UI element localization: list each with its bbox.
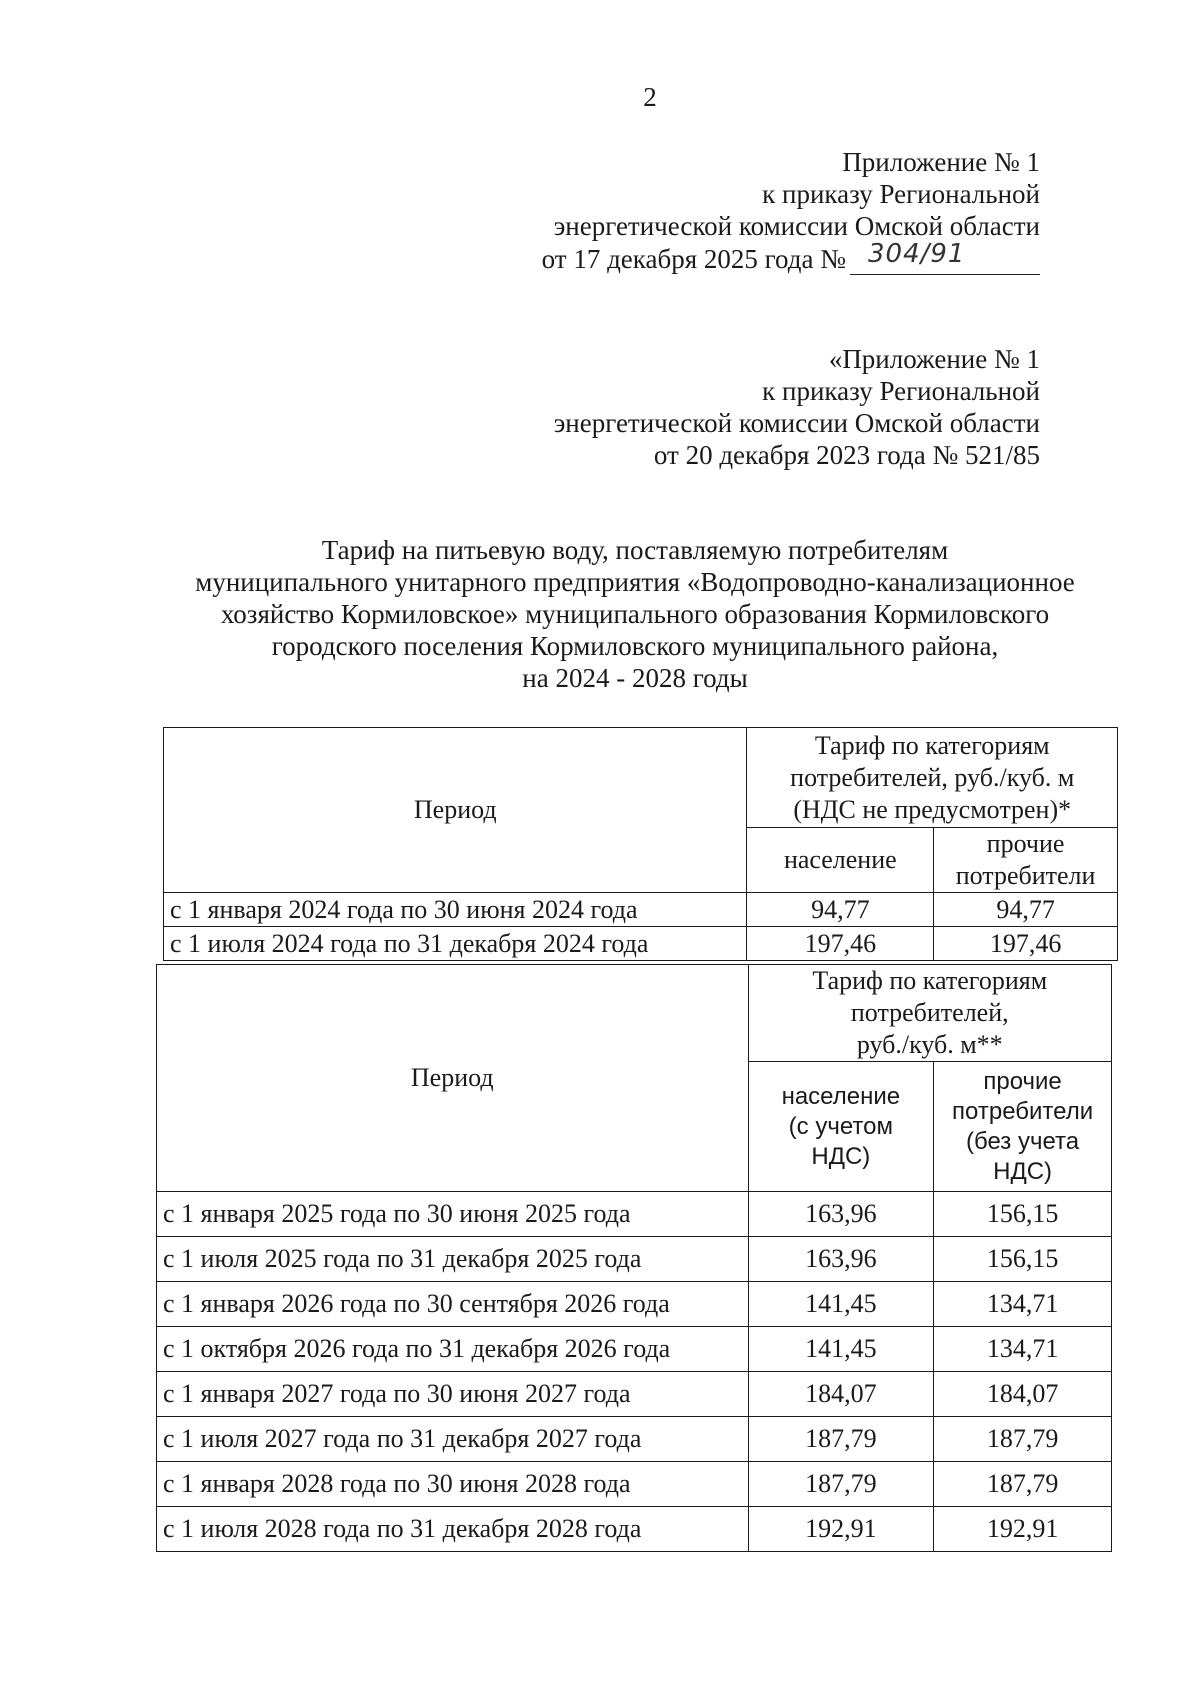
population-column-header: население — [747, 828, 934, 893]
other-consumers-column-header — [934, 828, 1118, 893]
population-header-line: население — [781, 1082, 901, 1110]
period-cell: с 1 января 2024 года по 30 июня 2024 года — [164, 893, 747, 927]
tariff-group-header-line: руб./куб. м** — [856, 1030, 1003, 1059]
tariff-table-2024 — [163, 727, 1118, 961]
period-cell: с 1 июля 2027 года по 31 декабря 2027 года — [157, 1417, 749, 1462]
other-tariff-cell: 187,79 — [934, 1462, 1112, 1507]
other-consumers-header-line: прочие — [986, 829, 1065, 858]
title-line5: на 2024 - 2028 годы — [522, 663, 748, 693]
other-consumers-header-line: НДС) — [993, 1157, 1053, 1185]
tariff-group-header-line: (НДС не предусмотрен)* — [793, 794, 1072, 824]
table-row — [157, 1462, 1112, 1507]
appendix-original-line4: от 20 декабря 2023 года № 521/85 — [653, 440, 1040, 470]
period-cell: с 1 января 2028 года по 30 июня 2028 года — [157, 1462, 749, 1507]
population-tariff-cell: 197,46 — [747, 927, 934, 961]
other-tariff-cell: 187,79 — [934, 1417, 1112, 1462]
other-tariff-cell: 94,77 — [934, 893, 1118, 927]
table-row — [157, 1237, 1112, 1282]
other-tariff-cell: 156,15 — [934, 1192, 1112, 1237]
table-row — [164, 927, 1118, 961]
other-tariff-cell: 156,15 — [934, 1237, 1112, 1282]
appendix-original-line2: к приказу Региональной — [762, 376, 1040, 406]
other-consumers-header-line: (без учета — [966, 1127, 1080, 1155]
table-header-row — [157, 965, 1112, 1062]
population-tariff-cell: 192,91 — [748, 1507, 934, 1552]
population-tariff-cell: 163,96 — [748, 1237, 934, 1282]
tariff-group-header-line: потребителей, руб./куб. м — [790, 762, 1075, 792]
table-header-row — [164, 728, 1118, 828]
appendix-original-line1: «Приложение № 1 — [828, 344, 1040, 374]
appendix-original-line3: энергетической комиссии Омской области — [553, 408, 1040, 438]
population-column-header — [748, 1062, 934, 1192]
table-row — [157, 1327, 1112, 1372]
other-tariff-cell: 134,71 — [934, 1282, 1112, 1327]
other-consumers-header-line: потребители — [955, 861, 1096, 890]
other-tariff-cell: 134,71 — [934, 1327, 1112, 1372]
population-tariff-cell: 141,45 — [748, 1327, 934, 1372]
other-consumers-column-header — [934, 1062, 1112, 1192]
population-header-line: НДС) — [811, 1142, 871, 1170]
period-cell: с 1 октября 2026 года по 31 декабря 2026 года — [157, 1327, 749, 1372]
period-cell: с 1 июля 2024 года по 31 декабря 2024 года — [164, 927, 747, 961]
table-row — [157, 1507, 1112, 1552]
title-line3: хозяйство Кормиловское» муниципального образования Кормиловского — [220, 599, 1050, 629]
appendix-current-line1: Приложение № 1 — [842, 147, 1040, 177]
period-cell: с 1 января 2025 года по 30 июня 2025 года — [157, 1192, 749, 1237]
tariff-group-header-line: Тариф по категориям — [814, 730, 1050, 760]
period-cell: с 1 января 2026 года по 30 сентября 2026 года — [157, 1282, 749, 1327]
population-tariff-cell: 187,79 — [748, 1417, 934, 1462]
document-title — [150, 534, 1120, 694]
other-tariff-cell: 197,46 — [934, 927, 1118, 961]
table-row — [157, 1372, 1112, 1417]
tariff-group-header-line: Тариф по категориям — [812, 966, 1048, 995]
appendix-current-header — [542, 146, 1040, 275]
table-row — [157, 1192, 1112, 1237]
title-line4: городского поселения Кормиловского муниципального района, — [271, 631, 999, 661]
population-tariff-cell: 184,07 — [748, 1372, 934, 1417]
appendix-current-order-line — [541, 239, 1040, 275]
period-header: Период — [157, 965, 749, 1192]
other-tariff-cell: 184,07 — [934, 1372, 1112, 1417]
title-line1: Тариф на питьевую воду, поставляемую потребителям — [321, 535, 949, 565]
table-row — [164, 893, 1118, 927]
appendix-original-header — [554, 343, 1040, 471]
population-tariff-cell: 163,96 — [748, 1192, 934, 1237]
tariff-group-header — [747, 728, 1118, 828]
appendix-current-line2: к приказу Региональной — [762, 179, 1040, 209]
tariff-group-header-line: потребителей, — [850, 998, 1009, 1027]
page-number: 2 — [643, 82, 657, 112]
handwritten-order-number: 304/91 — [868, 239, 966, 269]
appendix-current-line3: энергетической комиссии Омской области — [553, 211, 1040, 241]
other-consumers-header-line: потребители — [952, 1097, 1094, 1125]
population-tariff-cell: 141,45 — [748, 1282, 934, 1327]
period-cell: с 1 января 2027 года по 30 июня 2027 года — [157, 1372, 749, 1417]
table-row — [157, 1417, 1112, 1462]
period-cell: с 1 июля 2025 года по 31 декабря 2025 года — [157, 1237, 749, 1282]
order-number-field — [850, 239, 1040, 275]
period-cell: с 1 июля 2028 года по 31 декабря 2028 года — [157, 1507, 749, 1552]
population-tariff-cell: 94,77 — [747, 893, 934, 927]
other-consumers-header-line: прочие — [983, 1067, 1062, 1095]
title-line2: муниципального унитарного предприятия «Водопроводно-канализационное — [195, 567, 1075, 597]
population-tariff-cell: 187,79 — [748, 1462, 934, 1507]
other-tariff-cell: 192,91 — [934, 1507, 1112, 1552]
tariff-table-2025-2028 — [156, 964, 1112, 1552]
appendix-current-date: от 17 декабря 2025 года № — [541, 244, 846, 274]
table-row — [157, 1282, 1112, 1327]
population-header-line: (с учетом — [788, 1112, 893, 1140]
period-header: Период — [164, 728, 747, 893]
tariff-group-header — [748, 965, 1111, 1062]
